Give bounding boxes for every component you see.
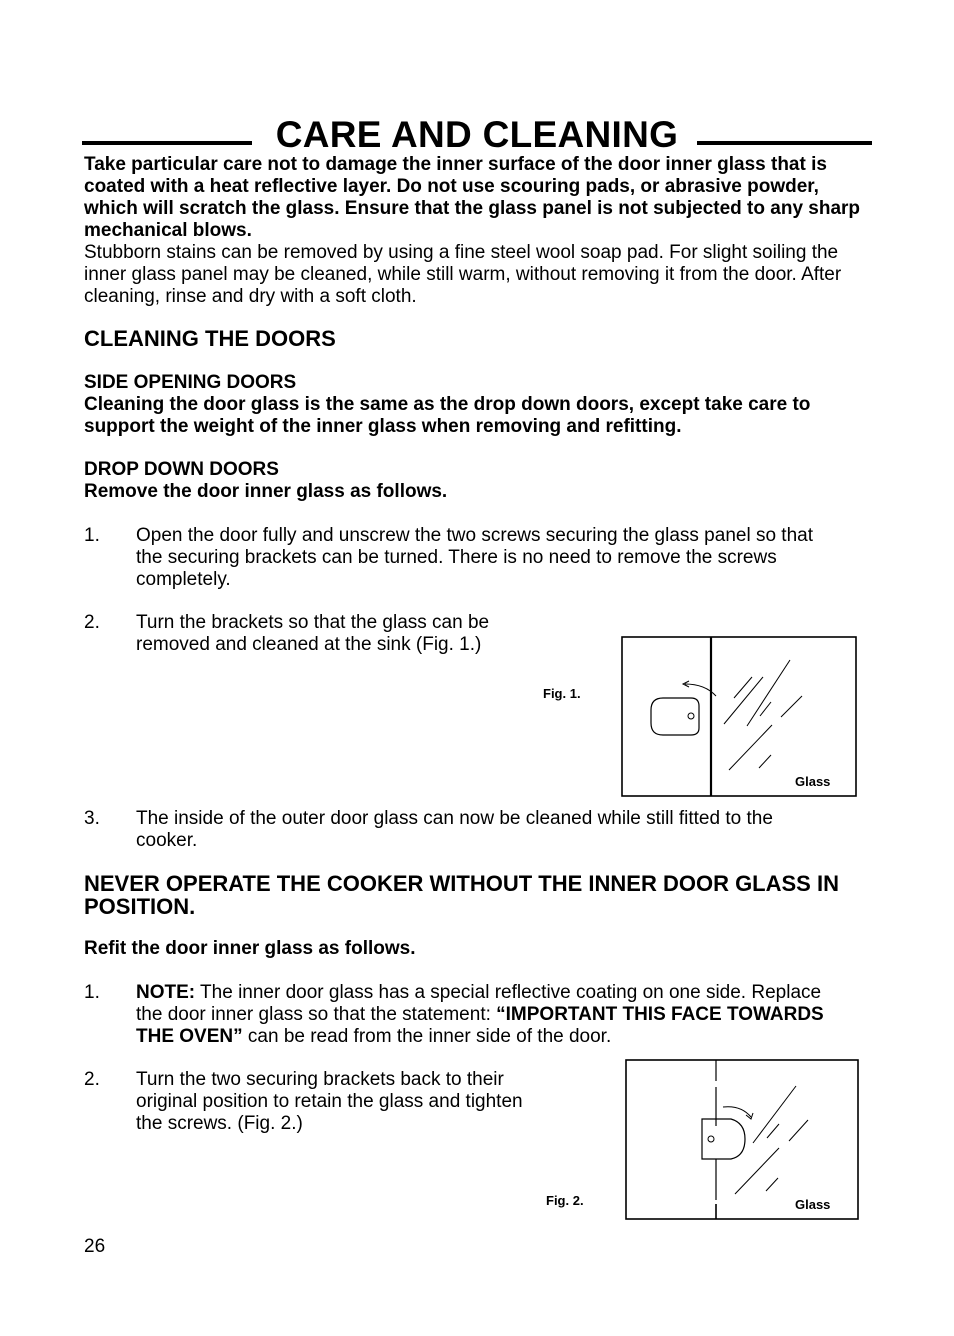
intro-text: Stubborn stains can be removed by using a fine steel wool soap pad. For slight soiling the inner glass panel may be cleaned, while still warm, without removing it from the door. After cleaning, rinse and dry with a soft cloth. (84, 242, 842, 307)
step-number: 1. (84, 525, 100, 546)
note-text-b: can be read from the inner side of the door. (242, 1026, 612, 1047)
note-text-a: The inner door glass has a special reflective coating on one side. Replace the door inner glass so that the statement: (136, 982, 822, 1025)
drop-down-section (84, 459, 874, 503)
step-number: 2. (84, 1069, 100, 1090)
page-number: 26 (84, 1236, 106, 1257)
intro-warning: Take particular care not to damage the inner surface of the door inner glass that is coated with a heat reflective layer. Do not use scouring pads, or abrasive powder, which will scratch the glass. Ensure that the glass panel is not subjected to any sharp mechanical blows. (84, 154, 861, 241)
intro (84, 154, 874, 308)
step-number: 3. (84, 808, 100, 829)
drop-heading: DROP DOWN DOORS (84, 459, 279, 480)
step-text (136, 982, 851, 1048)
step-text: Turn the two securing brackets back to their original position to retain the glass and tighten the screws. (Fig. 2.) (136, 1069, 523, 1134)
note-label: NOTE: (136, 982, 196, 1003)
fig1-glass-label: Glass (795, 774, 831, 789)
step-text: Open the door fully and unscrew the two screws securing the glass panel so that the securing brackets can be turned. There is no need to remove the screws completely. (136, 525, 813, 590)
title-rule-right (697, 141, 872, 145)
fig2-caption: Fig. 2. (546, 1193, 584, 1208)
page-title: CARE AND CLEANING (275, 114, 679, 155)
drop-intro: Remove the door inner glass as follows. (84, 481, 448, 502)
side-heading: SIDE OPENING DOORS (84, 372, 297, 393)
fig2-diagram (625, 1059, 859, 1220)
section-heading: CLEANING THE DOORS (84, 326, 336, 351)
fig1-caption: Fig. 1. (543, 686, 581, 701)
fig1-diagram (621, 636, 857, 797)
fig2-glass-label: Glass (795, 1197, 831, 1212)
step-number: 2. (84, 612, 100, 633)
refit-intro: Refit the door inner glass as follows. (84, 938, 416, 959)
side-text: Cleaning the door glass is the same as the drop down doors, except take care to support the weight of the inner glass when removing and refitting. (84, 394, 811, 437)
step-text: The inside of the outer door glass can now be cleaned while still fitted to the cooker. (136, 808, 773, 851)
step-number: 1. (84, 982, 100, 1003)
step-text: Turn the brackets so that the glass can be removed and cleaned at the sink (Fig. 1.) (136, 612, 490, 655)
note-quote: “IMPORTANT THIS FACE TOWARDS THE OVEN” (136, 1004, 824, 1047)
warning-heading: NEVER OPERATE THE COOKER WITHOUT THE INNER DOOR GLASS IN POSITION. (84, 871, 839, 919)
side-opening-section (84, 372, 874, 438)
